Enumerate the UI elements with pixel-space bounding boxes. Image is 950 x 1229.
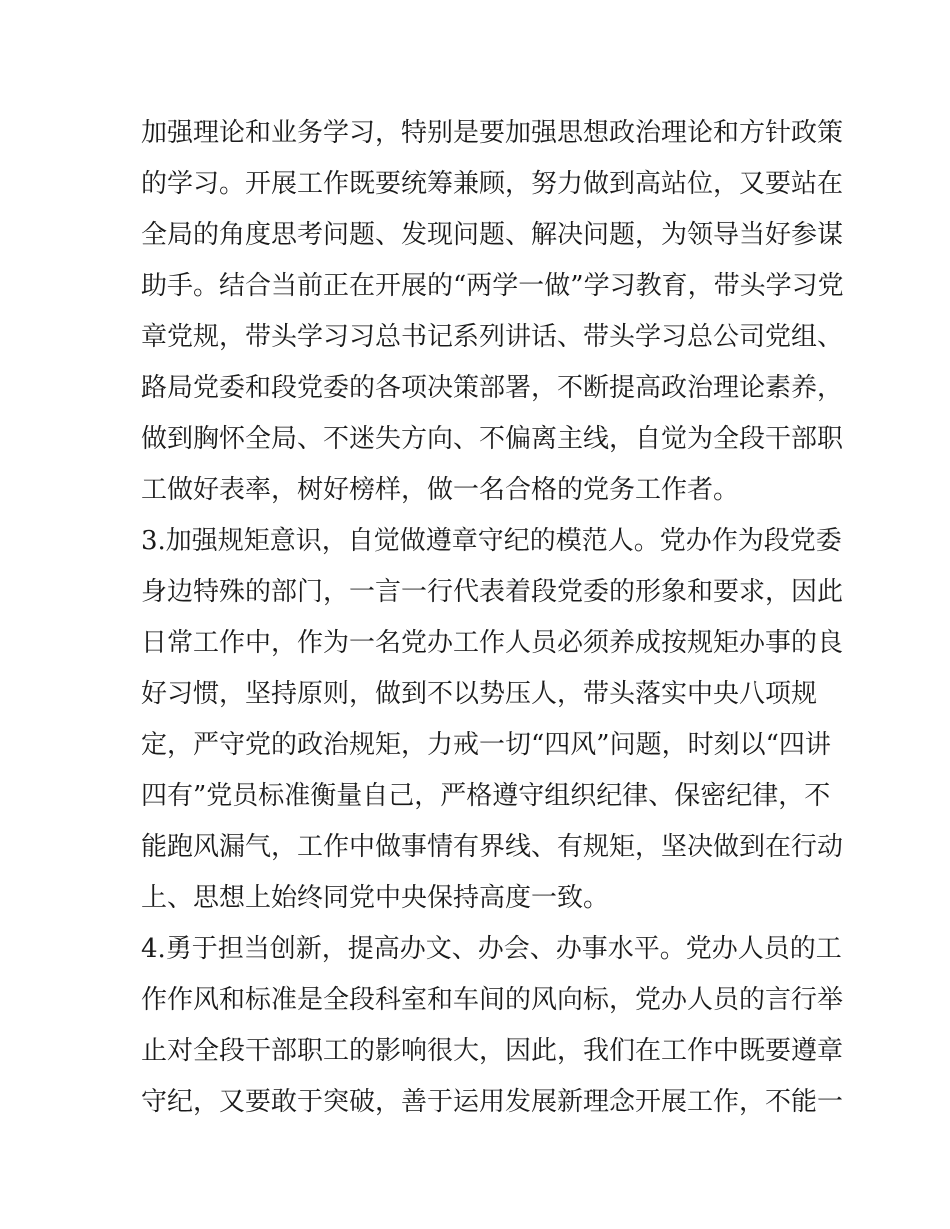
text-line: 的学习。开展工作既要统筹兼顾，努力做到高站位，又要站在	[141, 169, 844, 199]
text-line: 章党规，带头学习习总书记系列讲话、带头学习总公司党组、	[141, 322, 844, 352]
text-line: 日常工作中，作为一名党办工作人员必须养成按规矩办事的良	[141, 628, 844, 658]
text-line: 四有”党员标准衡量自己，严格遵守组织纪律、保密纪律，不	[141, 781, 831, 811]
text-line: 身边特殊的部门，一言一行代表着段党委的形象和要求，因此	[141, 577, 844, 607]
text-line: 工做好表率，树好榜样，做一名合格的党务工作者。	[141, 475, 740, 505]
text-line: 能跑风漏气，工作中做事情有界线、有规矩，坚决做到在行动	[141, 832, 844, 862]
text-line: 路局党委和段党委的各项决策部署，不断提高政治理论素养，	[141, 373, 844, 403]
text-line: 上、思想上始终同党中央保持高度一致。	[141, 883, 610, 913]
text-line: 助手。结合当前正在开展的“两学一做”学习教育，带头学习党	[141, 271, 844, 301]
text-line: 加强理论和业务学习，特别是要加强思想政治理论和方针政策	[141, 118, 844, 148]
text-line: 全局的角度思考问题、发现问题、解决问题，为领导当好参谋	[141, 220, 844, 250]
text-line: 好习惯，坚持原则，做到不以势压人，带头落实中央八项规	[141, 679, 818, 709]
section-4-heading-line: 4.勇于担当创新，提高办文、办会、办事水平。党办人员的工	[141, 934, 842, 964]
text-line: 止对全段干部职工的影响很大，因此，我们在工作中既要遵章	[141, 1036, 844, 1066]
document-body	[141, 108, 844, 1128]
section-3-heading-line: 3.加强规矩意识，自觉做遵章守纪的模范人。党办作为段党委	[141, 526, 842, 556]
text-line: 作作风和标准是全段科室和车间的风向标，党办人员的言行举	[141, 985, 844, 1015]
text-line: 守纪，又要敢于突破，善于运用发展新理念开展工作，不能一	[141, 1087, 844, 1117]
text-line: 做到胸怀全局、不迷失方向、不偏离主线，自觉为全段干部职	[141, 424, 844, 454]
text-line: 定，严守党的政治规矩，力戒一切“四风”问题，时刻以“四讲	[141, 730, 831, 760]
